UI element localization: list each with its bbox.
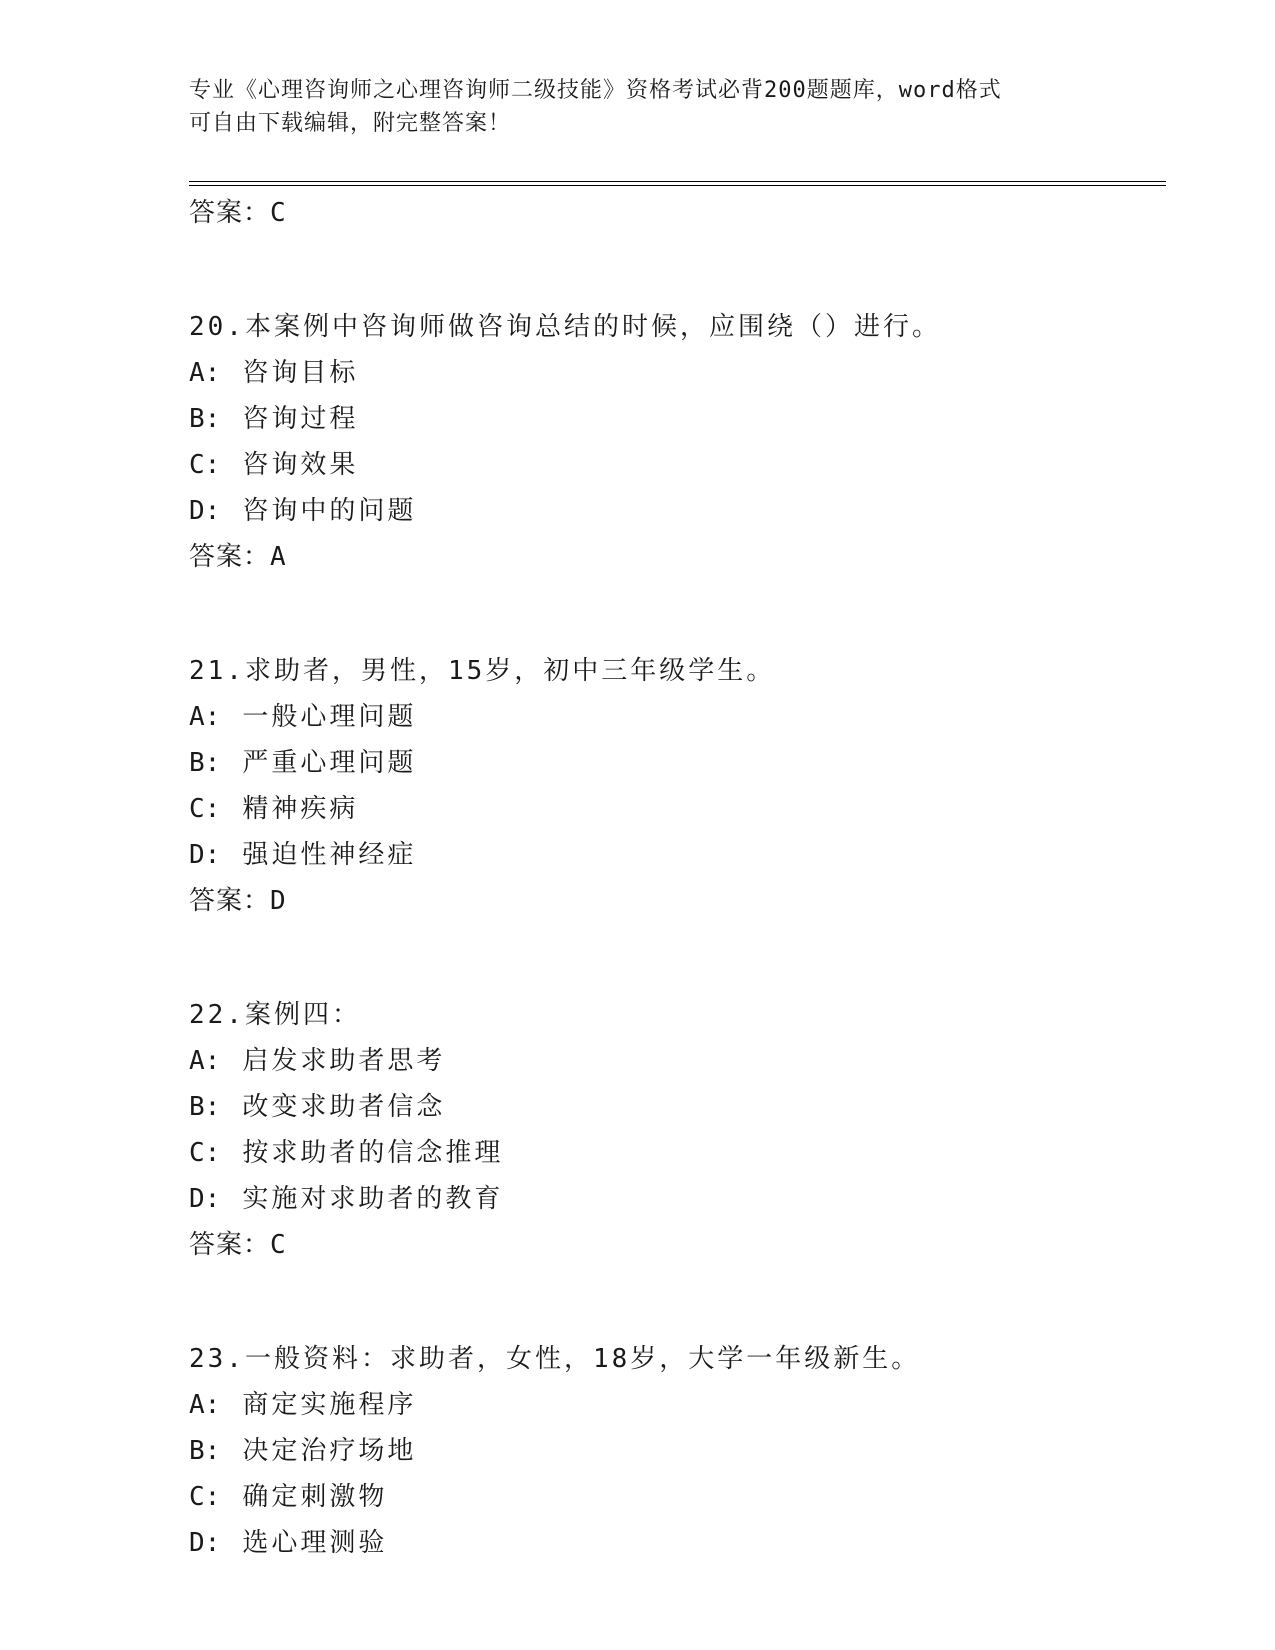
option-text: 严重心理问题 [242,748,417,778]
answer-line: 答案：A [189,542,287,572]
option-text: 决定治疗场地 [242,1436,417,1466]
option-d: D: 强迫性神经症 [189,840,417,870]
question-block [189,304,1169,580]
option-text: 强迫性神经症 [242,840,417,870]
answer-line: 答案：D [189,886,287,916]
option-d: D: 选心理测验 [189,1528,388,1558]
option-text: 改变求助者信念 [242,1092,446,1122]
header-line-1: 专业《心理咨询师之心理咨询师二级技能》资格考试必背200题题库，word格式 [189,78,1002,103]
option-b: B: 改变求助者信念 [189,1092,446,1122]
option-a: A: 商定实施程序 [189,1390,417,1420]
option-text: 按求助者的信念推理 [242,1138,504,1168]
answer-line: 答案：C [189,198,287,228]
option-d: D: 咨询中的问题 [189,496,417,526]
option-c: C: 确定刺激物 [189,1482,388,1512]
option-text: 咨询目标 [242,358,359,388]
option-text: 咨询过程 [242,404,359,434]
question-title: 22.案例四： [189,1000,361,1030]
option-a: A: 一般心理问题 [189,702,417,732]
header-line-2: 可自由下载编辑，附完整答案！ [189,111,512,136]
option-text: 咨询中的问题 [242,496,417,526]
question-list [189,190,1169,1566]
option-text: 一般心理问题 [242,702,417,732]
answer-line: 答案：C [189,1230,287,1260]
option-text: 确定刺激物 [242,1482,388,1512]
option-a: A: 启发求助者思考 [189,1046,446,1076]
option-b: B: 咨询过程 [189,404,359,434]
header-divider-bottom [189,185,1166,186]
option-text: 选心理测验 [242,1528,388,1558]
question-title: 20.本案例中咨询师做咨询总结的时候，应围绕（）进行。 [189,312,941,342]
header-divider-top [189,181,1166,182]
option-b: B: 严重心理问题 [189,748,417,778]
option-text: 精神疾病 [242,794,359,824]
question-block [189,1336,1169,1566]
question-title: 23.一般资料：求助者，女性，18岁，大学一年级新生。 [189,1344,921,1374]
option-a: A: 咨询目标 [189,358,359,388]
option-d: D: 实施对求助者的教育 [189,1184,504,1214]
question-block [189,992,1169,1268]
option-text: 启发求助者思考 [242,1046,446,1076]
option-text: 商定实施程序 [242,1390,417,1420]
option-c: C: 咨询效果 [189,450,359,480]
option-c: C: 精神疾病 [189,794,359,824]
option-b: B: 决定治疗场地 [189,1436,417,1466]
document-header [189,74,1089,140]
question-block [189,648,1169,924]
option-text: 咨询效果 [242,450,359,480]
question-title: 21.求助者，男性，15岁，初中三年级学生。 [189,656,776,686]
option-c: C: 按求助者的信念推理 [189,1138,504,1168]
option-text: 实施对求助者的教育 [242,1184,504,1214]
